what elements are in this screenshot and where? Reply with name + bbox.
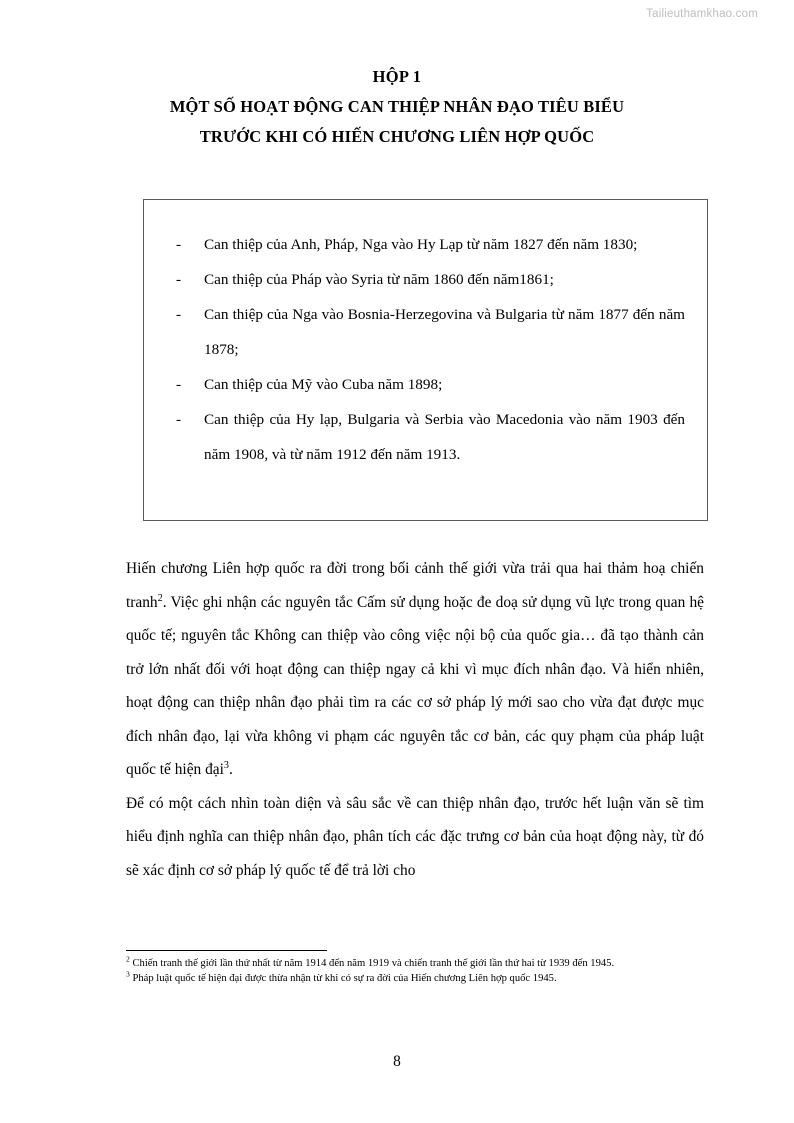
page-number: 8 [393, 1053, 401, 1070]
highlight-box [143, 199, 708, 521]
footnote-area [126, 954, 704, 986]
footnote-3-text: Pháp luật quốc tế hiện đại được thừa nhận từ khi có sự ra đời của Hiến chương Liên hợp quốc 1945. [132, 972, 557, 984]
list-item-text: Can thiệp của Mỹ vào Cuba năm 1898; [204, 376, 443, 393]
page-title [97, 62, 697, 152]
bullet-dash-icon: - [176, 306, 182, 323]
paragraph-1-text-c: . [228, 761, 233, 778]
body-text [126, 552, 704, 887]
footnote-2-text: Chiến tranh thế giới lần thứ nhất từ năm 1914 đến năm 1919 và chiến tranh thế giới lần thứ hai từ 1939 đến 1945. [132, 958, 615, 969]
paragraph-1-text-b: . Việc ghi nhận các nguyên tắc Cấm sử dụng hoặc đe doạ sử dụng vũ lực trong quan hệ quốc tế; nguyên tắc Không can thiệp vào công việc nội bộ của quốc gia… đã tạo thành cản trở lớn nhất đối với hoạt động can thiệp ngay cả khi vì mục đích nhân đạo. Và hiển nhiên, hoạt động can thiệp nhân đạo phải tìm ra các cơ sở pháp lý mới sao cho vừa đạt được mục đích nhân đạo, lại vừa không vi phạm các nguyên tắc cơ bản, các quy phạm của pháp luật quốc tế hiện đại [126, 593, 704, 778]
list-item [172, 262, 685, 297]
list-item [172, 227, 685, 262]
highlight-box-content [144, 200, 707, 472]
paragraph-2: Để có một cách nhìn toàn diện và sâu sắc về can thiệp nhân đạo, trước hết luận văn sẽ tìm hiểu định nghĩa can thiệp nhân đạo, phân tích các đặc trưng cơ bản của hoạt động này, từ đó sẽ xác định cơ sở pháp lý quốc tế để trả lời cho [126, 794, 704, 879]
paragraph-1 [126, 552, 704, 787]
bullet-dash-icon: - [176, 376, 182, 393]
list-item [172, 402, 685, 472]
title-line-2: MỘT SỐ HOẠT ĐỘNG CAN THIỆP NHÂN ĐẠO TIÊU BIỂU [169, 97, 625, 116]
paragraph-1-text-a: Hiến chương Liên hợp quốc ra đời trong bối cảnh thế giới vừa trải qua hai thảm hoạ chiến tranh [126, 560, 704, 611]
list-item-text: Can thiệp của Nga vào Bosnia-Herzegovina và Bulgaria từ năm 1877 đến năm 1878; [204, 306, 685, 358]
list-item-text: Can thiệp của Pháp vào Syria từ năm 1860 đến năm1861; [204, 271, 554, 288]
title-line-1: HỘP 1 [372, 67, 422, 86]
list-item-text: Can thiệp của Anh, Pháp, Nga vào Hy Lạp từ năm 1827 đến năm 1830; [204, 236, 638, 253]
footnote-2-marker: 2 [126, 954, 130, 964]
title-line-3: TRƯỚC KHI CÓ HIẾN CHƯƠNG LIÊN HỢP QUỐC [199, 127, 595, 146]
intervention-list [172, 227, 685, 472]
footnote-separator [126, 950, 327, 951]
list-item [172, 297, 685, 367]
footnote-3-marker: 3 [126, 968, 130, 978]
list-item-text: Can thiệp của Hy lạp, Bulgaria và Serbia vào Macedonia vào năm 1903 đến năm 1908, và từ năm 1912 đến năm 1913. [204, 411, 685, 463]
bullet-dash-icon: - [176, 271, 182, 288]
footnote-2 [126, 954, 704, 972]
footnote-ref-3[interactable]: 3 [223, 759, 229, 771]
watermark-text: Tailieuthamkhao.com [646, 8, 758, 20]
footnote-3 [126, 968, 704, 987]
footnote-ref-2[interactable]: 2 [157, 592, 163, 604]
bullet-dash-icon: - [176, 236, 182, 253]
list-item [172, 367, 685, 402]
bullet-dash-icon: - [176, 411, 182, 428]
